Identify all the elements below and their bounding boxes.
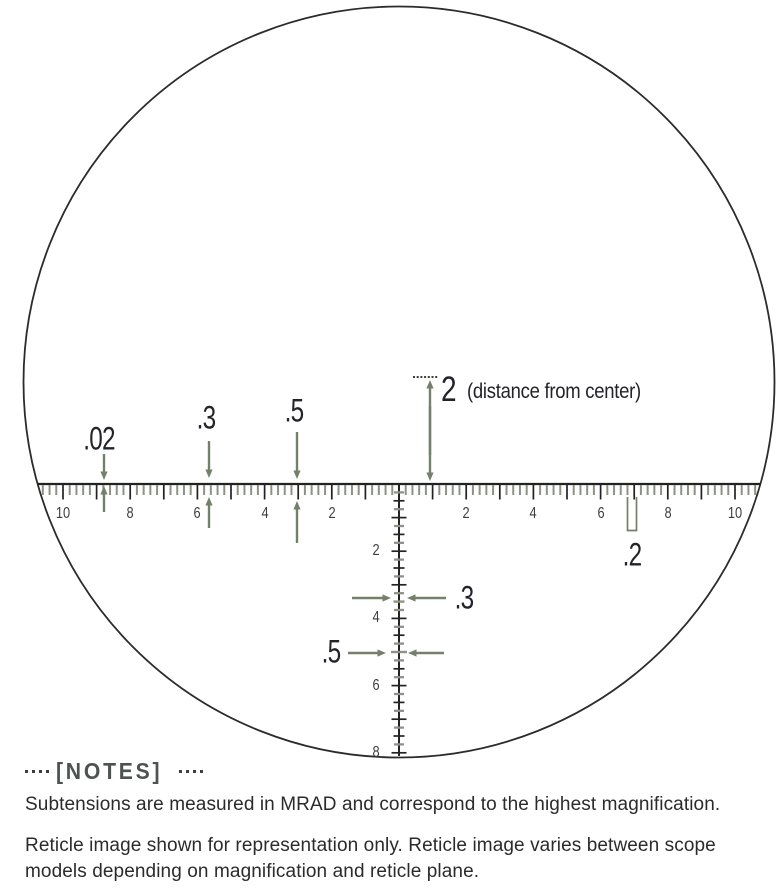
annotation-vertical-major-tick: .5 — [321, 633, 341, 670]
notes-heading — [25, 759, 775, 783]
h-axis-label-right-10: 10 — [727, 505, 743, 522]
notes-section — [25, 759, 775, 885]
annotation-distance-from-center — [441, 370, 665, 410]
dot-leader-right-icon — [179, 770, 203, 773]
note-representation: Reticle image shown for representation only. Reticle image varies between scope models depending on magnification and reticle plane. — [25, 835, 716, 882]
annotation-line-width: .02 — [83, 420, 115, 457]
annotation-horizontal-major-tick: .5 — [284, 392, 304, 429]
notes-title: [NOTES] — [56, 757, 163, 784]
h-axis-label-left-2: 2 — [328, 505, 336, 522]
windage-bracket-marker — [628, 497, 637, 531]
annotation-horizontal-minor-tick: .3 — [196, 399, 216, 436]
h-axis-label-right-4: 4 — [529, 505, 537, 522]
dot-leader-left-icon — [25, 770, 49, 773]
annotation-vertical-minor-tick: .3 — [454, 579, 474, 616]
h-axis-label-right-6: 6 — [597, 505, 605, 522]
dotted-reference-line — [413, 376, 437, 378]
v-axis-label-4: 4 — [372, 609, 380, 627]
h-axis-label-right-2: 2 — [462, 505, 470, 522]
h-axis-label-left-4: 4 — [261, 505, 269, 522]
h-axis-label-left-8: 8 — [126, 505, 134, 522]
v-axis-label-6: 6 — [372, 676, 380, 694]
note-subtensions: Subtensions are measured in MRAD and correspond to the highest magnification. — [25, 794, 721, 815]
h-axis-label-left-10: 10 — [55, 505, 71, 522]
annotation-windage-marker: .2 — [622, 536, 642, 573]
v-axis-label-8: 8 — [372, 743, 380, 761]
h-axis-label-right-8: 8 — [664, 505, 672, 522]
distance-suffix: (distance from center) — [467, 379, 642, 403]
distance-value: 2 — [441, 370, 456, 409]
h-axis-label-left-6: 6 — [193, 505, 201, 522]
v-axis-label-2: 2 — [372, 542, 380, 560]
